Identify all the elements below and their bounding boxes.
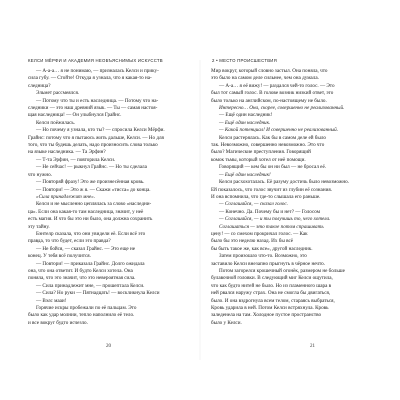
left-page-number: 20 xyxy=(106,344,111,349)
right-page-number: 21 xyxy=(310,344,315,349)
text-line: — Сила? Но руки — Пятнадцать! — воскликнула Келси xyxy=(36,290,160,297)
text-line: комок тьмы, который хотел от неё помощи. xyxy=(211,156,306,163)
text-line: цену! — со смехом прокричал голос. — Как xyxy=(211,230,308,237)
text-line: и все вокруг будто исчезло. xyxy=(28,319,88,326)
right-page xyxy=(200,0,400,400)
text-line: бы быть такое же, как все», другой наследник. xyxy=(211,245,313,252)
text-line: Бэнтелр сказала, что они увидели её. Если всё это xyxy=(36,230,146,237)
text-line: было. И она вздрогнула всем телом, стараясь выбраться, xyxy=(211,297,335,304)
text-line: Затем произошло что-то. Возможно, это xyxy=(219,253,307,260)
text-line: — Вэлс мааи! xyxy=(36,297,67,304)
text-line: И она вспомнила, что где-то слышала его раньше. xyxy=(211,193,321,200)
text-line: было только на английском, по-настоящему не было. xyxy=(211,97,327,104)
text-line: правда, то что будет, если это правда? xyxy=(28,238,111,245)
text-line: был тот самый голос. В голове возник низкий ответ, это xyxy=(211,90,334,97)
text-line: — Повтори! — приказала Грайнс. Долго ожидала xyxy=(36,260,145,267)
left-text-block xyxy=(28,68,193,327)
text-line: следница? xyxy=(28,82,51,89)
text-line: конец. У тебя всё получится. xyxy=(28,253,91,260)
right-running-head: 2 • МЕСТО ПРОИСШЕСТВИЯ xyxy=(212,58,277,63)
text-line: ней рвался наружу страх. Она не смогла бы двигаться, xyxy=(211,290,331,297)
text-line: — Т-та Эрфин, — повторила Келси. xyxy=(36,156,116,163)
text-line: Интересно… Она, скорее, совершенно не реализованный. xyxy=(219,105,345,112)
text-line: — Сила принадлежит мне, — прошептала Келси. xyxy=(36,282,145,289)
text-line: это было на самом деле сильнее, чем она думала. xyxy=(211,75,319,82)
text-line: — Не сейчас! — рыкнул Грайнс. — Но ты сделала xyxy=(36,164,147,171)
text-line: — А-а-а… я не понимаю, — призналась Келси и прику- xyxy=(36,68,159,74)
text-line: Потом загорелся крошечный огонёк, размером не больше xyxy=(219,267,345,274)
text-line: Келси и не мысленно цеплялась за слово «наследни- xyxy=(36,201,152,208)
text-line: «Сила принадлежит мне». xyxy=(36,193,96,200)
text-line: — Повторяй фразу! Это же произнесённая кровь. xyxy=(36,179,145,186)
text-line: Келси поёжилась. xyxy=(36,119,76,126)
text-line: щая наследница! — Он улыбнулся Грайнс. xyxy=(28,112,122,119)
text-line: Кровь ударила в ней. Потом Келси встряхнула. Кровь xyxy=(211,305,329,311)
text-line: — Соглашайся, — и ты получишь то, чего хотела. xyxy=(219,216,331,223)
text-line: — Ещё один наследник! xyxy=(219,112,273,119)
text-line: Келси растерялась. Как бы в самом деле ей было xyxy=(219,134,326,141)
left-running-head: КЕЛСИ МЁРФИ И АКАДЕМИЯ НЕОБЪЯСНИМЫХ ИСКУССТВ xyxy=(28,58,163,63)
text-line: Мир вокруг, который словно застыл. Она поняла, что xyxy=(211,68,328,74)
text-line: Грайнс: потому что я пытаюсь жить дальше, Келси. — Но для xyxy=(28,134,164,141)
text-line: на языке наследника. — Та Эрфин? xyxy=(28,149,106,156)
text-line: — Конечно. Да. Почему бы и нет? — Голосом xyxy=(219,208,320,215)
text-line: эту тайну. xyxy=(28,223,50,230)
text-line: что как будто нитей не было. Но из пламенного шара в xyxy=(211,282,332,289)
text-line: — Не бойся, — сказал Грайнс. — Это еще не xyxy=(36,245,136,252)
text-line: так. Невозможно, совершенно невозможно. Это что xyxy=(211,142,325,149)
text-line: — А-а… я её вижу! — раздался чей-то голос. — Это xyxy=(219,82,335,89)
text-line: было бы это неделю назад. Их бы всё xyxy=(211,238,294,245)
text-line: Соглашаться — это такое потом спрашивать xyxy=(219,223,324,230)
text-line: было? Магические преступления. Говорящий xyxy=(211,149,311,156)
text-line: того, что ты будешь делать, надо произносить слова только xyxy=(28,142,158,149)
text-line: Келси расхохоталась. Её разуму достичь было невозможно. xyxy=(219,179,350,186)
text-line: Говорящий — кем бы он ни был — не бросал её. xyxy=(219,164,327,171)
text-line: следники — это наш древний язык. — Ты — самая настоя- xyxy=(28,105,158,112)
right-text-block xyxy=(211,68,376,327)
text-line: что нужно. xyxy=(28,171,53,178)
text-line: Горячие искры пробежали по её пальцам. Это xyxy=(36,305,137,311)
text-line: Эльмет рассмеялся. xyxy=(36,90,80,97)
text-line: — Но почему я узнала, кто ты? — спросила Келси Мёрфи. xyxy=(36,127,165,134)
text-line: было как удар молнии, тепло наполнило её тело. xyxy=(28,312,135,319)
text-line: есть магия. И что бы это ни было, она должна сохранить xyxy=(28,216,153,223)
text-line: заставило Келси внезапно прыгнуть в чёрное нечто. xyxy=(211,260,326,267)
text-line: — Какой потенциал! И совершенно не реализованный. xyxy=(219,127,339,134)
text-line: — Потому что ты и есть наследница. — Потому что на- xyxy=(36,97,159,104)
text-line: сила губу. — Стойте! Откуда я узнала, что я какая-то на- xyxy=(28,75,152,82)
text-line: ца». Если она какая-то там наследница, значит, у неё xyxy=(28,208,144,215)
text-line: — Ещё один наследник. xyxy=(219,119,271,126)
text-line: поняла, что это значит, что это невероятная сила. xyxy=(28,275,136,282)
text-line: она, что она ответит. И будто Келси хотела. Она xyxy=(28,267,133,274)
text-line: — Повтори! — Это ж я. — Скажи «тисса» до конца. xyxy=(36,186,151,193)
text-line: Ей показалось, что голос звучит из глубин её сознания. xyxy=(211,186,332,193)
text-line: было у Келси. xyxy=(211,319,242,326)
text-line: заледенела на там. Холодное пустое пространство xyxy=(211,312,322,319)
text-line: булавочной головки. В следующий миг Келси ощутила, xyxy=(211,275,333,282)
text-line: — Ещё один наследник! xyxy=(219,171,271,178)
text-line: — Соглашайся, — сказал голос. xyxy=(219,201,288,208)
